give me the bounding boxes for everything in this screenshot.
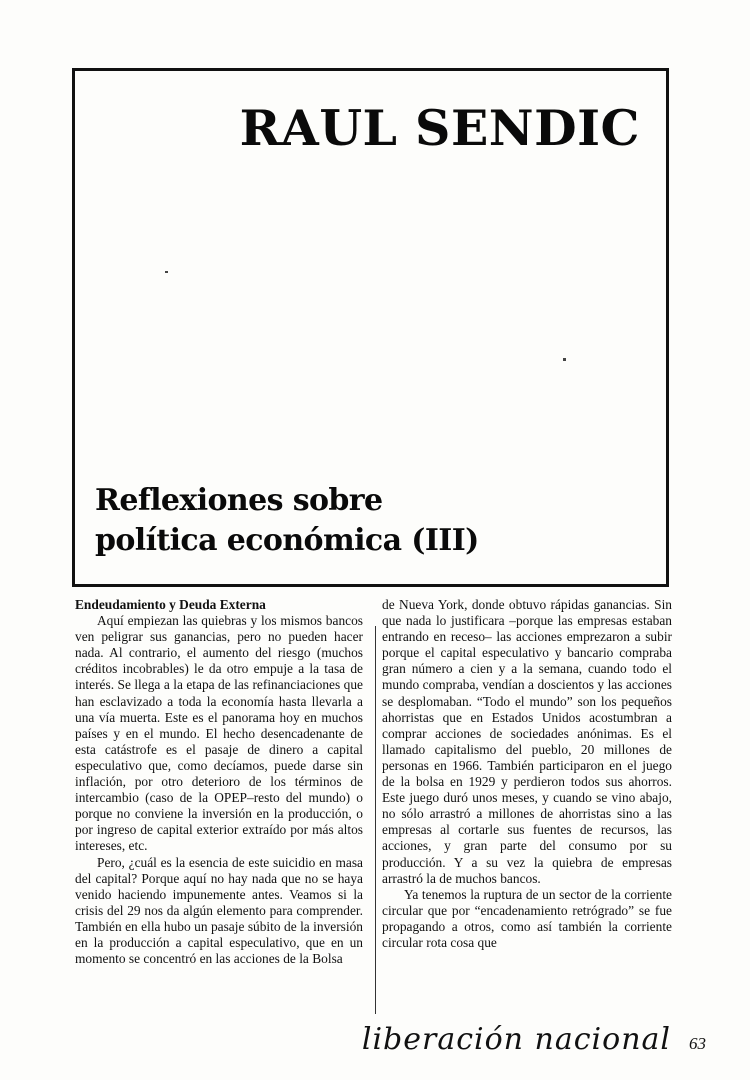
section-heading: Endeudamiento y Deuda Externa xyxy=(75,597,266,612)
paragraph: Ya tenemos la ruptura de un sector de la corriente circular que por “encadenamiento retrógrado” se fue propagando a otros, como así también la corriente circular rota cosa que xyxy=(382,886,672,950)
publication-masthead: liberación nacional xyxy=(361,1022,671,1057)
title-box xyxy=(72,68,669,587)
paragraph: Pero, ¿cuál es la esencia de este suicidio en masa del capital? Porque aquí no hay nada que no se haya venido haciendo impunemente antes. Veamos si la crisis del 29 nos da algún elemento para comprender. También en ella hubo un pasaje súbito de la inversión en la producción a capital especulativo, que en un momento se concentró en las acciones de la Bolsa xyxy=(75,854,363,967)
column-divider xyxy=(375,626,376,1014)
paragraph: Aquí empiezan las quiebras y los mismos bancos ven peligrar sus ganancias, pero no pueden hacer nada. Al contrario, el aumento del riesgo (muchos créditos incobrables) le da otro empuje a la tasa de interés. Se llega a la etapa de las refinanciaciones que han esclavizado a toda la economía hasta llevarla a una vía muerta. Este es el panorama hoy en muchos países y en el mundo. El hecho desencadenante de esta catástrofe es el pasaje de dinero a capital especulativo que, como decíamos, puede darse sin inflación, por otro deterioro de los términos de intercambio (caso de la OPEP–resto del mundo) o porque no conviene la inversión en la producción, o por ingreso de capital exterior extraído por más altos intereses, etc. xyxy=(75,613,363,854)
subtitle-line-2: política económica (III) xyxy=(95,523,479,558)
page-footer xyxy=(362,1022,706,1057)
print-speck xyxy=(563,358,566,361)
subtitle-line-1: Reflexiones sobre xyxy=(95,483,383,518)
author-name: RAUL SENDIC xyxy=(239,99,640,157)
page-number: 63 xyxy=(689,1034,706,1053)
right-column xyxy=(382,597,672,951)
article-subtitle xyxy=(95,481,479,561)
left-column xyxy=(75,597,363,967)
print-speck xyxy=(165,271,168,273)
paragraph: de Nueva York, donde obtuvo rápidas ganancias. Sin que nada lo justificara –porque las empresas estaban entrando en receso– las acciones emprezaron a subir porque el capital especulativo y bancario compraba gran número a cien y a la semana, cuando todo el mundo compraba, vendían a doscientos y las acciones se desplomaban. “Todo el mundo” son los pequeños ahorristas que en Estados Unidos acostumbran a comprar acciones de sociedades anónimas. Es el llamado capitalismo del pueblo, 20 millones de personas en 1966. También participaron en el juego de la bolsa en 1929 y perdieron todos sus ahorros. Este juego duró unos meses, y cuando se vino abajo, no sólo arrastró a millones de ahorristas sino a las empresas al cortarle sus fuentes de recursos, las acciones, y gran parte del consumo por su producción. Y a su vez la quiebra de empresas arrastró la de muchos bancos. xyxy=(382,597,672,886)
